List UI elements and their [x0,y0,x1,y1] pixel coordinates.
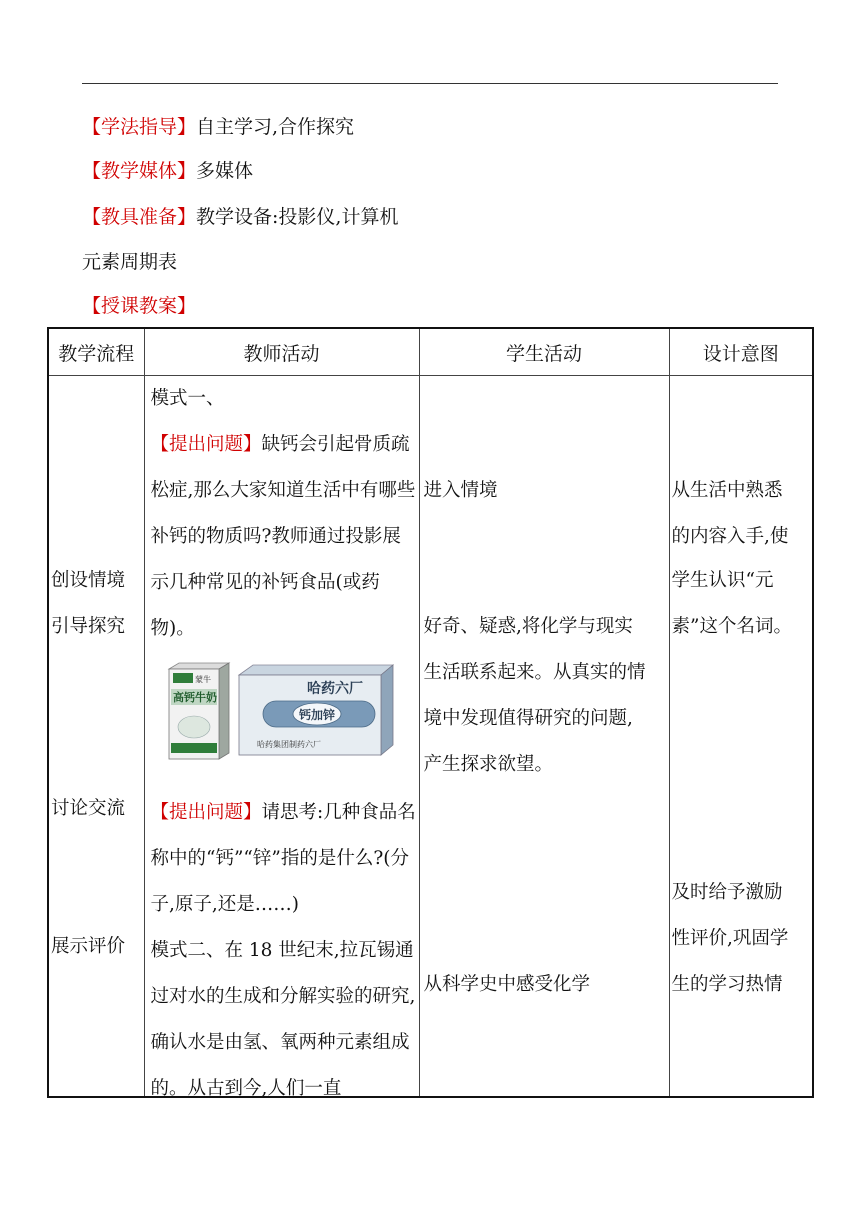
flow-step: 创设情境 [51,570,126,591]
milk-name: 高钙牛奶 [172,691,217,704]
medicine-box-illustration [239,665,393,755]
tools-text: 教学设备:投影仪,计算机 [196,206,399,228]
header-rule [82,83,778,84]
medicine-maker: 哈药集团制药六厂 [256,740,321,749]
question-text: 请思考:几种食品名称中的“钙”“锌”指的是什么?(分子,原子,还是……) [150,802,416,915]
student-activity: 生活联系起来。从真实的情 [423,662,646,683]
flow-step: 讨论交流 [51,798,126,819]
question-tag: 【提出问题】 [150,802,262,823]
media-text: 多媒体 [196,160,254,182]
milk-brand: 蒙牛 [194,675,211,684]
design-intent: 素”这个名词。 [671,616,792,637]
header-student: 学生活动 [419,328,669,376]
student-activity: 从科学史中感受化学 [423,974,591,995]
design-intent: 学生认识“元 [671,570,774,591]
design-intent: 的内容入手,使 [671,526,789,547]
header-flow: 教学流程 [48,328,144,376]
question-two [151,790,419,928]
study-method-tag: 【学法指导】 [82,116,197,138]
tools-extra: 元素周期表 [82,251,178,273]
teacher-cell [144,376,419,1098]
tools-tag: 【教具准备】 [82,206,197,228]
flow-cell [48,376,144,1098]
flow-step: 引导探究 [51,616,126,637]
question-tag: 【提出问题】 [150,434,262,455]
milk-carton-illustration [169,663,229,759]
question-one [151,422,419,652]
flow-step: 展示评价 [51,936,126,957]
plan-tag: 【授课教案】 [82,295,197,317]
mode-one: 模式一、 [150,388,225,409]
student-cell [419,376,669,1098]
design-intent: 生的学习热情 [671,974,783,995]
student-activity: 产生探求欲望。 [423,754,554,775]
header-teacher: 教师活动 [144,328,419,376]
medicine-name: 钙加锌 [298,708,335,722]
study-method-line [82,115,354,139]
student-activity: 好奇、疑惑,将化学与现实 [423,616,633,637]
question-text: 缺钙会引起骨质疏松症,那么大家知道生活中有哪些补钙的物质吗?教师通过投影展示几种常见的补钙食品(或药物)。 [150,434,416,639]
medicine-brand: 哈药六厂 [306,681,363,697]
tools-line [82,205,398,229]
design-intent: 从生活中熟悉 [671,480,783,501]
student-activity: 进入情境 [423,480,498,501]
study-method-text: 自主学习,合作探究 [196,116,355,138]
intent-cell [669,376,813,1098]
calcium-products-image [167,661,397,761]
design-intent: 性评价,巩固学 [671,928,789,949]
media-line [82,159,253,183]
design-intent: 及时给予激励 [671,882,783,903]
header-intent: 设计意图 [669,328,813,376]
table-header-row [48,328,813,376]
table-row [48,376,813,1098]
student-activity: 境中发现值得研究的问题, [423,708,633,729]
lesson-plan-table [47,327,814,1098]
mode-two: 模式二、在 18 世纪末,拉瓦锡通过对水的生成和分解实验的研究,确认水是由氢、氧两种元素组成的。从古到今,人们一直 [150,940,416,1099]
media-tag: 【教学媒体】 [82,160,197,182]
